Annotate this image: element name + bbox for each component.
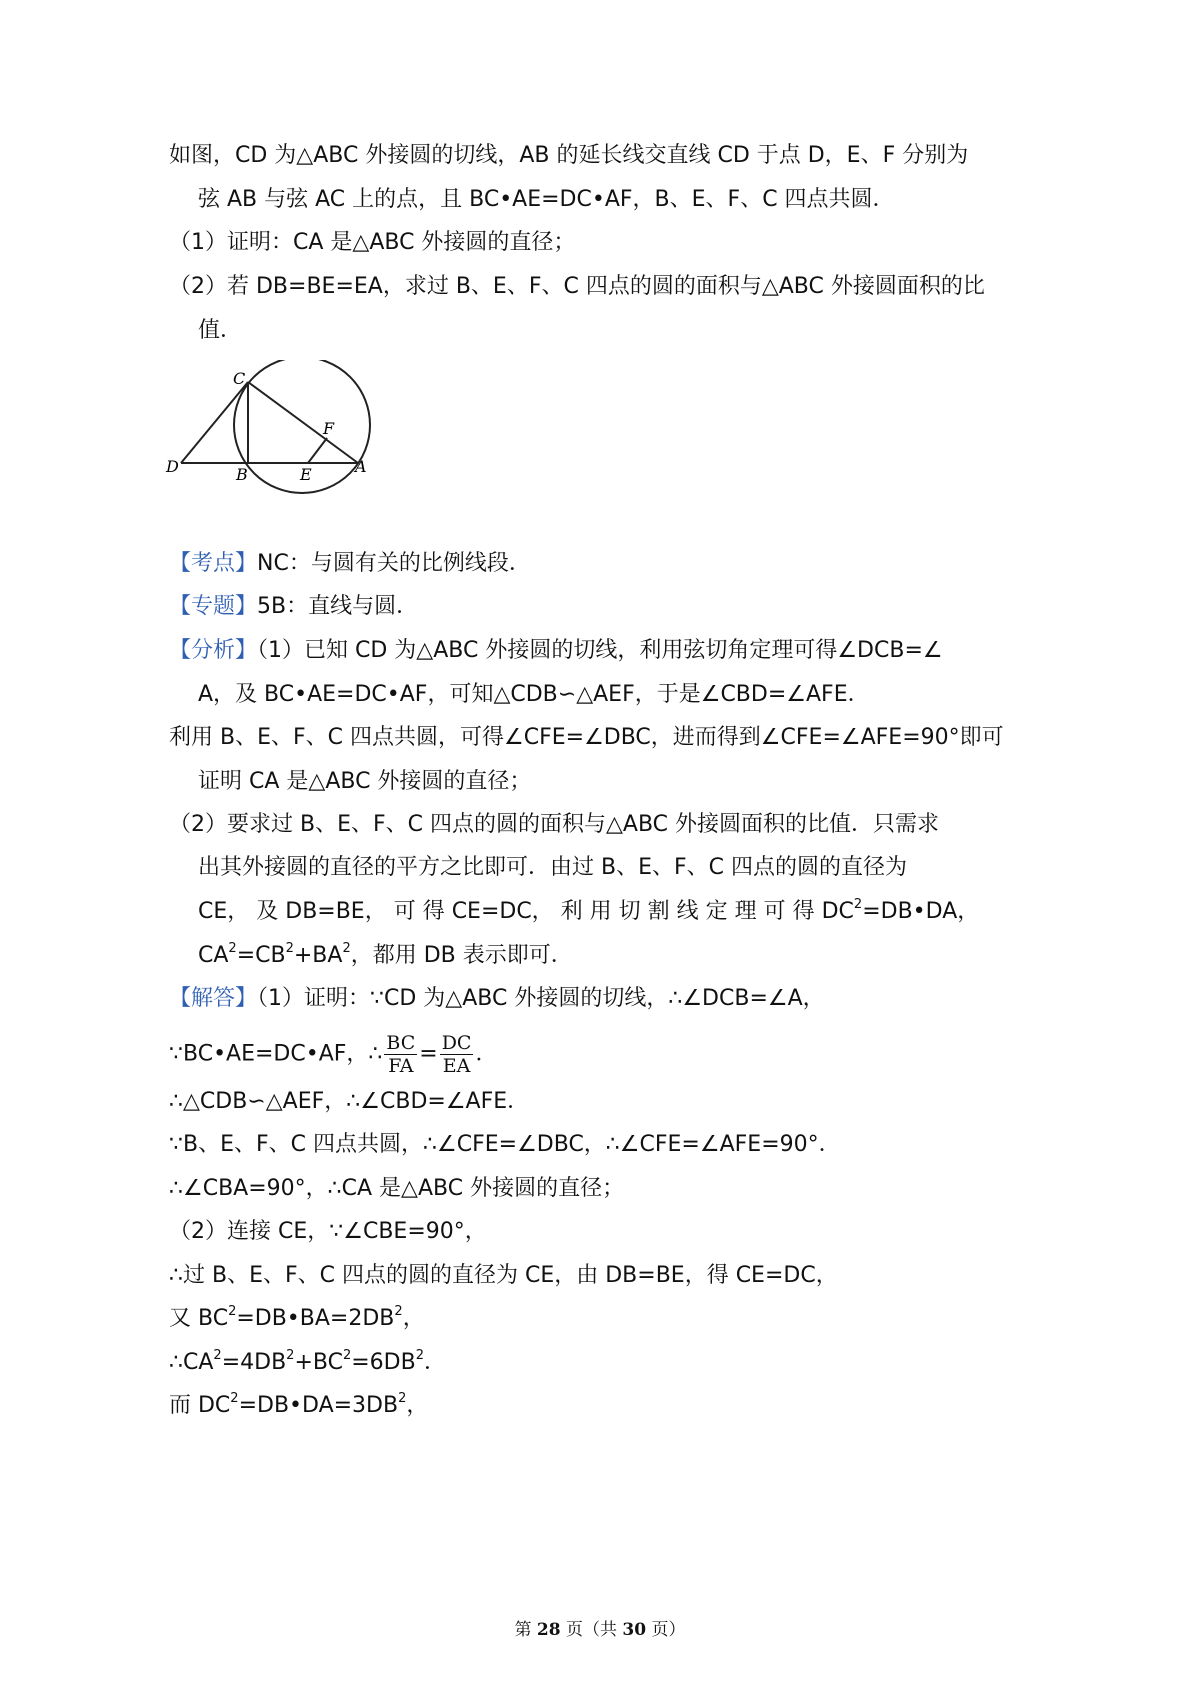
fraction-bc-fa bbox=[384, 1032, 417, 1077]
jieda-line-2 bbox=[169, 1032, 498, 1077]
superscript-2: 2 bbox=[213, 1347, 222, 1363]
kaodian bbox=[169, 549, 531, 579]
fenxi-text-1: （1）已知 CD 为△ABC 外接圆的切线，利用弦切角定理可得∠DCB=∠ bbox=[257, 638, 943, 663]
label-B: B bbox=[236, 465, 248, 484]
jieda-text-8b: =DB•BA=2DB bbox=[236, 1306, 395, 1331]
footer-suffix: 页） bbox=[646, 1620, 686, 1640]
problem-line-2: 弦 AB 与弦 AC 上的点，且 BC•AE=DC•AF，B、E、F、C 四点共圆． bbox=[198, 187, 895, 212]
fenxi-line-7 bbox=[198, 897, 979, 927]
jieda-text-9a: ∴CA bbox=[169, 1350, 214, 1375]
jieda-tag: 【解答】 bbox=[169, 986, 258, 1011]
label-C: C bbox=[233, 369, 246, 388]
geometry-figure bbox=[160, 360, 390, 500]
fenxi-text-7b: =DB•DA， bbox=[862, 899, 980, 924]
label-A: A bbox=[355, 457, 367, 476]
jieda-text-2end: ． bbox=[475, 1041, 498, 1067]
fraction-dc-ea bbox=[440, 1032, 474, 1077]
fenxi-text-7a: CE， 及 DB=BE， 可 得 CE=DC， 利 用 切 割 线 定 理 可 得 DC bbox=[198, 899, 854, 924]
jieda-text-8a: 又 BC bbox=[169, 1306, 229, 1331]
jieda-line-9 bbox=[169, 1348, 446, 1378]
fenxi-tag: 【分析】 bbox=[169, 638, 258, 663]
zhuanti-tag: 【专题】 bbox=[169, 594, 258, 619]
kaodian-text: NC：与圆有关的比例线段． bbox=[257, 551, 531, 576]
fraction-numerator: BC bbox=[386, 1032, 416, 1054]
jieda-line-5: ∴∠CBA=90°，∴CA 是△ABC 外接圆的直径； bbox=[169, 1176, 625, 1201]
total-pages: 30 bbox=[622, 1620, 647, 1640]
jieda-line-7: ∴过 B、E、F、C 四点的圆的直径为 CE，由 DB=BE，得 CE=DC， bbox=[169, 1263, 838, 1288]
fenxi-text-8d: ，都用 DB 表示即可． bbox=[350, 943, 573, 968]
footer-middle: 页（共 bbox=[560, 1620, 623, 1640]
zhuanti bbox=[169, 592, 418, 622]
superscript-2: 2 bbox=[394, 1303, 403, 1319]
jieda-line-8 bbox=[169, 1304, 425, 1334]
jieda-line-6: （2）连接 CE，∵∠CBE=90°， bbox=[169, 1219, 487, 1244]
jieda-line-10 bbox=[169, 1391, 428, 1421]
footer-prefix: 第 bbox=[514, 1620, 537, 1640]
segment-DC bbox=[181, 382, 248, 463]
superscript-2: 2 bbox=[228, 1303, 237, 1319]
question-1: （1）证明：CA 是△ABC 外接圆的直径； bbox=[169, 230, 576, 255]
jieda-text-10c: ， bbox=[406, 1393, 429, 1418]
superscript-2: 2 bbox=[285, 940, 294, 956]
equals-sign: = bbox=[419, 1041, 438, 1067]
jieda-text-9d: =6DB bbox=[351, 1350, 416, 1375]
jieda-text-10a: 而 DC bbox=[169, 1393, 231, 1418]
page-number: 28 bbox=[536, 1620, 561, 1640]
jieda-text-10b: =DB•DA=3DB bbox=[238, 1393, 399, 1418]
question-2-line-1: （2）若 DB=BE=EA，求过 B、E、F、C 四点的圆的面积与△ABC 外接圆面积的比 bbox=[169, 274, 985, 299]
superscript-2: 2 bbox=[228, 940, 237, 956]
superscript-2: 2 bbox=[342, 1347, 352, 1363]
jieda-line-1 bbox=[169, 984, 825, 1014]
jieda-text-2a: ∵BC•AE=DC•AF，∴ bbox=[169, 1041, 383, 1067]
problem-line-1: 如图，CD 为△ABC 外接圆的切线，AB 的延长线交直线 CD 于点 D，E、F 分别为 bbox=[169, 143, 969, 168]
segment-CA bbox=[248, 382, 358, 463]
jieda-text-1: （1）证明：∵CD 为△ABC 外接圆的切线，∴∠DCB=∠A， bbox=[257, 986, 825, 1011]
superscript-2: 2 bbox=[230, 1390, 239, 1406]
jieda-line-3: ∴△CDB∽△AEF，∴∠CBD=∠AFE． bbox=[169, 1089, 530, 1114]
label-D: D bbox=[166, 457, 179, 476]
fraction-denominator: FA bbox=[388, 1055, 414, 1077]
fenxi-line-1 bbox=[169, 636, 943, 666]
label-F: F bbox=[323, 419, 335, 438]
jieda-line-4: ∵B、E、F、C 四点共圆，∴∠CFE=∠DBC，∴∠CFE=∠AFE=90°． bbox=[169, 1132, 841, 1157]
superscript-2: 2 bbox=[415, 1347, 424, 1363]
page-footer bbox=[0, 1615, 1200, 1640]
fenxi-line-3: 利用 B、E、F、C 四点共圆，可得∠CFE=∠DBC，进而得到∠CFE=∠AFE=90°即可 bbox=[169, 725, 1004, 750]
question-2-line-2: 值． bbox=[198, 318, 243, 343]
fenxi-line-4: 证明 CA 是△ABC 外接圆的直径； bbox=[198, 769, 532, 794]
fraction-numerator: DC bbox=[441, 1032, 472, 1054]
fenxi-line-5: （2）要求过 B、E、F、C 四点的圆的面积与△ABC 外接圆面积的比值．只需求 bbox=[169, 812, 940, 837]
superscript-2: 2 bbox=[398, 1390, 407, 1406]
jieda-text-8c: ， bbox=[402, 1306, 425, 1331]
jieda-text-9e: ． bbox=[424, 1350, 447, 1375]
label-E: E bbox=[300, 465, 312, 484]
jieda-text-9c: +BC bbox=[294, 1350, 343, 1375]
kaodian-tag: 【考点】 bbox=[169, 551, 258, 576]
fenxi-text-8c: +BA bbox=[293, 943, 343, 968]
superscript-2: 2 bbox=[853, 896, 863, 912]
fenxi-text-8b: =CB bbox=[236, 943, 286, 968]
superscript-2: 2 bbox=[286, 1347, 295, 1363]
fenxi-line-8 bbox=[198, 941, 573, 971]
segment-EF bbox=[308, 438, 327, 463]
superscript-2: 2 bbox=[342, 940, 351, 956]
zhuanti-text: 5B：直线与圆． bbox=[257, 594, 419, 619]
fenxi-text-8a: CA bbox=[198, 943, 229, 968]
fenxi-line-6: 出其外接圆的直径的平方之比即可．由过 B、E、F、C 四点的圆的直径为 bbox=[198, 855, 907, 880]
fraction-denominator: EA bbox=[442, 1055, 471, 1077]
jieda-text-9b: =4DB bbox=[221, 1350, 287, 1375]
fenxi-line-2: A，及 BC•AE=DC•AF，可知△CDB∽△AEF，于是∠CBD=∠AFE． bbox=[198, 682, 870, 707]
